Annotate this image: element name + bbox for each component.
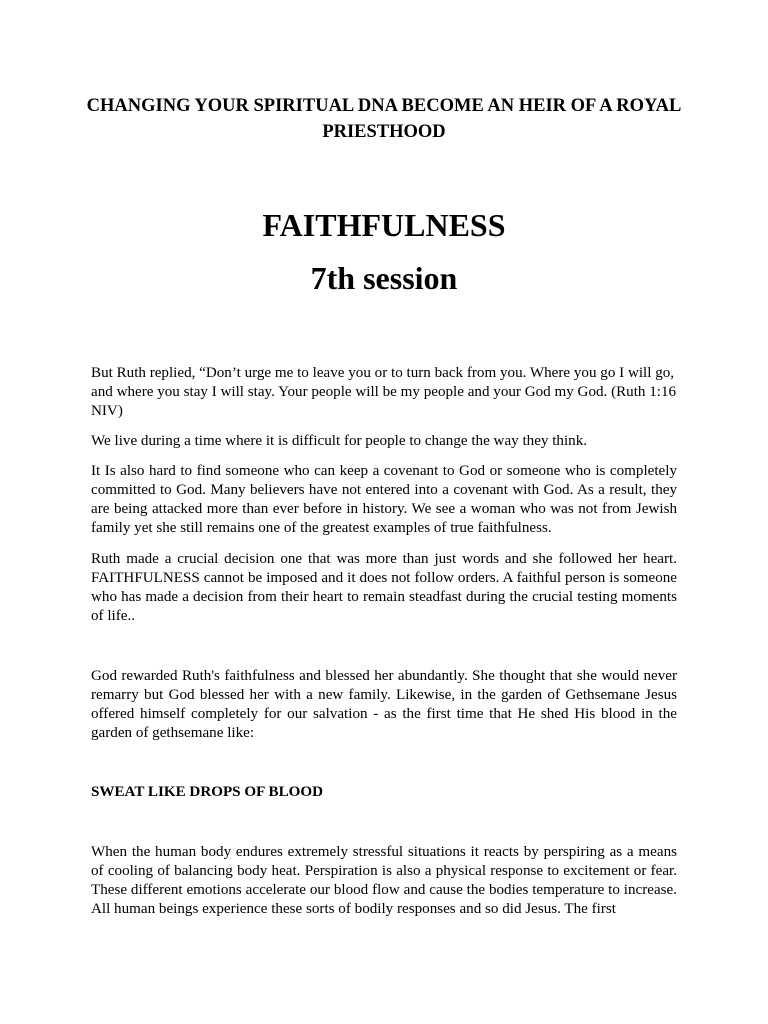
- body-paragraph: We live during a time where it is difficult for people to change the way they think.: [91, 433, 588, 449]
- body-paragraph: It Is also hard to find someone who can keep a covenant to God or someone who is completely committed to God. Many believers have not entered into a covenant with God. As a result, they are being attacked more than ever before in history. We see a woman who was not from Jewish family yet she still remains one of the greatest examples of true faithfulness.: [91, 463, 677, 536]
- document-header: CHANGING YOUR SPIRITUAL DNA BECOME AN HEIR OF A ROYAL PRIESTHOOD: [86, 96, 682, 142]
- scripture-quote-paragraph: But Ruth replied, “Don’t urge me to leave you or to turn back from you. Where you go I will go, and where you stay I will stay. Your people will be my people and your God my God. (Ruth 1:16 NIV): [91, 365, 677, 419]
- session-subtitle: 7th session: [310, 260, 458, 296]
- body-paragraph: When the human body endures extremely stressful situations it reacts by perspiring as a means of cooling of balancing body heat. Perspiration is also a physical response to excitement or fear. These different emotions accelerate our blood flow and cause the bodies temperature to increase. All human beings experience these sorts of bodily responses and so did Jesus. The first: [91, 844, 677, 917]
- page-title: FAITHFULNESS: [262, 207, 506, 243]
- body-paragraph: Ruth made a crucial decision one that was more than just words and she followed her heart. FAITHFULNESS cannot be imposed and it does not follow orders. A faithful person is someone who has made a decision from their heart to remain steadfast during the crucial testing moments of life..: [91, 551, 677, 624]
- body-paragraph: God rewarded Ruth's faithfulness and blessed her abundantly. She thought that she would never remarry but God blessed her with a new family. Likewise, in the garden of Gethsemane Jesus offered himself completely for our salvation - as the first time that He shed His blood in the garden of gethsemane like:: [91, 668, 677, 741]
- section-heading: SWEAT LIKE DROPS OF BLOOD: [91, 784, 324, 800]
